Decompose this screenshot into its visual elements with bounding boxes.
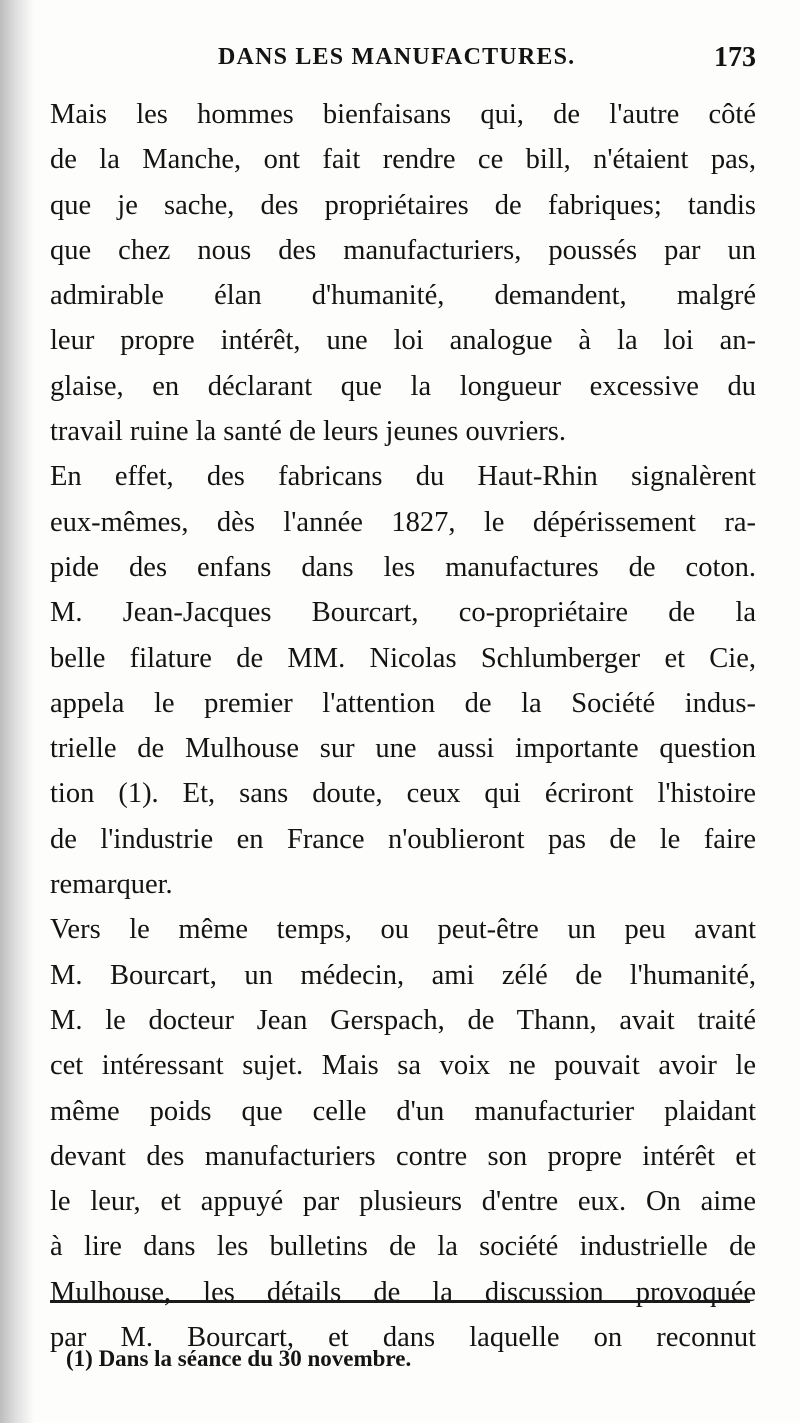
text-line: admirable élan d'humanité, demandent, malgré [50, 280, 756, 312]
text-line: même poids que celle d'un manufacturier plaidant [50, 1095, 756, 1127]
text-line: pide des enfans dans les manufactures de coton. [50, 551, 756, 583]
text-line: Mais les hommes bienfaisans qui, de l'autre côté [50, 99, 756, 130]
text-line: eux-mêmes, dès l'année 1827, le dépérissement ra- [50, 506, 756, 538]
text-line: le leur, et appuyé par plusieurs d'entre eux. On aime [50, 1186, 756, 1218]
text-line: devant des manufacturiers contre son propre intérêt et [50, 1140, 756, 1172]
footnote-divider [50, 1300, 750, 1303]
text-line: Vers le même temps, ou peut-être un peu avant [50, 914, 756, 946]
text-line: de la Manche, ont fait rendre ce bill, n'étaient pas, [50, 144, 756, 176]
text-line: M. Jean-Jacques Bourcart, co-propriétaire de la [50, 597, 756, 629]
text-line: de l'industrie en France n'oublieront pas de le faire [50, 823, 756, 855]
footnote: (1) Dans la séance du 30 novembre. [66, 1346, 412, 1371]
page-header [50, 40, 756, 80]
text-line: glaise, en déclarant que la longueur excessive du [50, 370, 756, 402]
text-line: M. le docteur Jean Gerspach, de Thann, avait traité [50, 1004, 756, 1036]
scan-binding-shadow [0, 0, 34, 1423]
text-line: travail ruine la santé de leurs jeunes ouvriers. [50, 416, 566, 448]
page-number: 173 [714, 42, 756, 73]
text-line: En effet, des fabricans du Haut-Rhin signalèrent [50, 461, 756, 493]
text-line: Mulhouse, les détails de la discussion provoquée [50, 1276, 756, 1308]
text-line: tion (1). Et, sans doute, ceux qui écriront l'histoire [50, 778, 756, 810]
text-line: cet intéressant sujet. Mais sa voix ne pouvait avoir le [50, 1050, 756, 1082]
text-line: que chez nous des manufacturiers, poussés par un [50, 234, 756, 266]
text-line: remarquer. [50, 869, 173, 901]
running-head: DANS LES MANUFACTURES. [218, 44, 576, 70]
text-line: par M. Bourcart, et dans laquelle on reconnut [50, 1322, 756, 1354]
text-line: M. Bourcart, un médecin, ami zélé de l'humanité, [50, 959, 756, 991]
body-text [50, 92, 756, 1360]
text-line: que je sache, des propriétaires de fabriques; tandis [50, 189, 756, 221]
text-line: trielle de Mulhouse sur une aussi importante question [50, 733, 756, 765]
text-line: à lire dans les bulletins de la société industrielle de [50, 1231, 756, 1263]
text-line: belle filature de MM. Nicolas Schlumberger et Cie, [50, 642, 756, 674]
text-line: leur propre intérêt, une loi analogue à la loi an- [50, 325, 756, 357]
text-line: appela le premier l'attention de la Société indus- [50, 687, 756, 719]
